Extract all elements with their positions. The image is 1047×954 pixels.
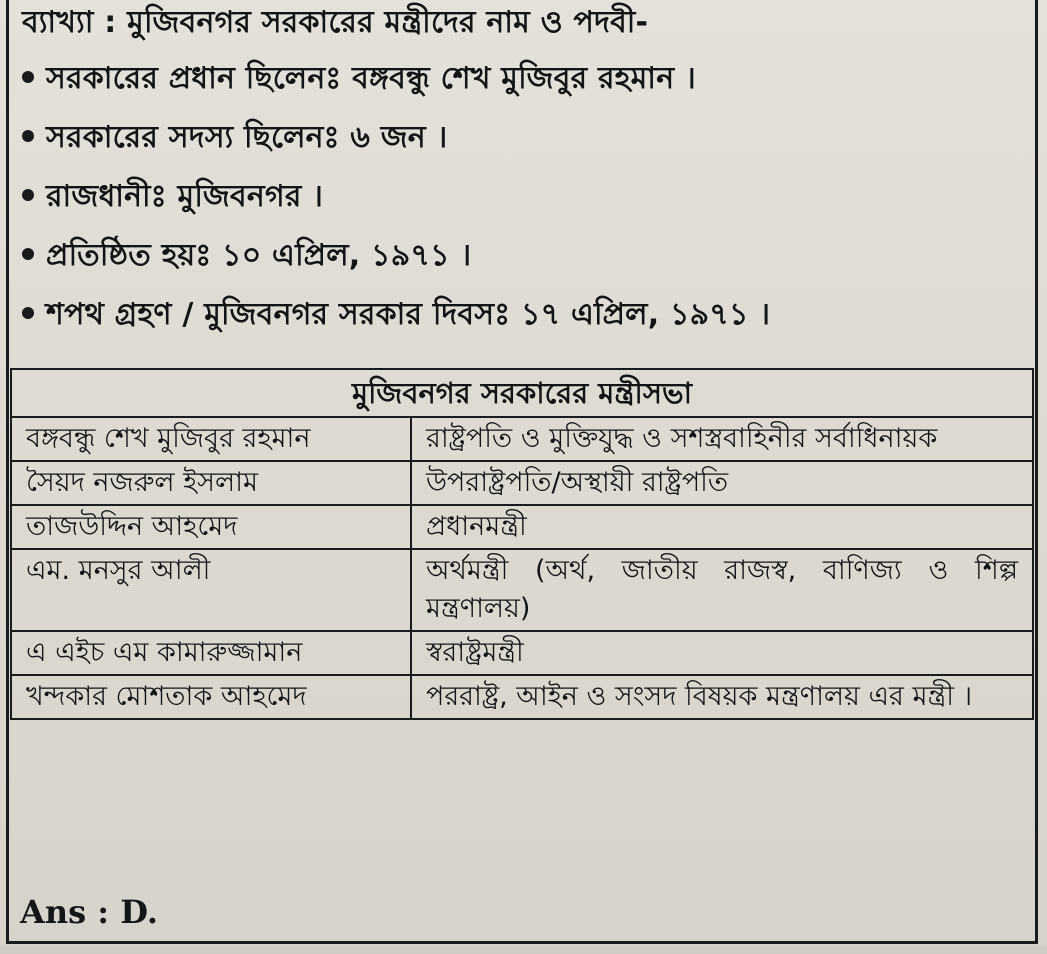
bullet-icon	[22, 130, 34, 142]
table-row	[11, 631, 1033, 675]
bullet-icon	[22, 248, 34, 260]
minister-role: রাষ্ট্রপতি ও মুক্তিযুদ্ধ ও সশস্ত্রবাহিনীর সর্বাধিনায়ক	[411, 417, 1033, 461]
explanation-heading: ব্যাখ্যা : মুজিবনগর সরকারের মন্ত্রীদের নাম ও পদবী-	[22, 5, 649, 40]
cabinet-table	[10, 368, 1034, 720]
minister-name: বঙ্গবন্ধু শেখ মুজিবুর রহমান	[11, 417, 411, 461]
bullet-text: প্রতিষ্ঠিত হয়ঃ ১০ এপ্রিল, ১৯৭১ ।	[46, 238, 472, 273]
bottom-strip	[0, 946, 1047, 954]
minister-role: প্রধানমন্ত্রী	[411, 505, 1033, 549]
bullet-icon	[22, 71, 34, 83]
minister-name: খন্দকার মোশতাক আহমেদ	[11, 675, 411, 719]
minister-name: এ এইচ এম কামারুজ্জামান	[11, 631, 411, 675]
minister-name: তাজউদ্দিন আহমেদ	[11, 505, 411, 549]
table-row	[11, 417, 1033, 461]
table-title-row	[11, 369, 1033, 417]
table-row	[11, 549, 1033, 631]
bullet-text: সরকারের প্রধান ছিলেনঃ বঙ্গবন্ধু শেখ মুজিবুর রহমান ।	[46, 61, 696, 96]
minister-role: পররাষ্ট্র, আইন ও সংসদ বিষয়ক মন্ত্রণালয় এর মন্ত্রী ।	[411, 675, 1033, 719]
table-row	[11, 461, 1033, 505]
minister-name: সৈয়দ নজরুল ইসলাম	[11, 461, 411, 505]
table-row	[11, 505, 1033, 549]
table-row	[11, 675, 1033, 719]
minister-role: অর্থমন্ত্রী (অর্থ, জাতীয় রাজস্ব, বাণিজ্য ও শিল্প মন্ত্রণালয়)	[411, 549, 1033, 631]
bullet-text: রাজধানীঃ মুজিবনগর ।	[46, 179, 324, 214]
bullet-icon	[22, 307, 34, 319]
bullet-text: শপথ গ্রহণ / মুজিবনগর সরকার দিবসঃ ১৭ এপ্রিল, ১৯৭১ ।	[46, 297, 771, 332]
table-title: মুজিবনগর সরকারের মন্ত্রীসভা	[11, 369, 1033, 417]
minister-role: উপরাষ্ট্রপতি/অস্থায়ী রাষ্ট্রপতি	[411, 461, 1033, 505]
bullet-item	[22, 120, 1022, 155]
bullet-item	[22, 297, 1022, 332]
bullet-item	[22, 61, 1022, 96]
answer-label: Ans : D.	[20, 893, 158, 931]
bullet-item	[22, 179, 1022, 214]
bullet-icon	[22, 189, 34, 201]
minister-name: এম. মনসুর আলী	[11, 549, 411, 631]
bullet-text: সরকারের সদস্য ছিলেনঃ ৬ জন ।	[46, 120, 448, 155]
explanation-block	[22, 5, 1022, 332]
minister-role: স্বরাষ্ট্রমন্ত্রী	[411, 631, 1033, 675]
bullet-item	[22, 238, 1022, 273]
